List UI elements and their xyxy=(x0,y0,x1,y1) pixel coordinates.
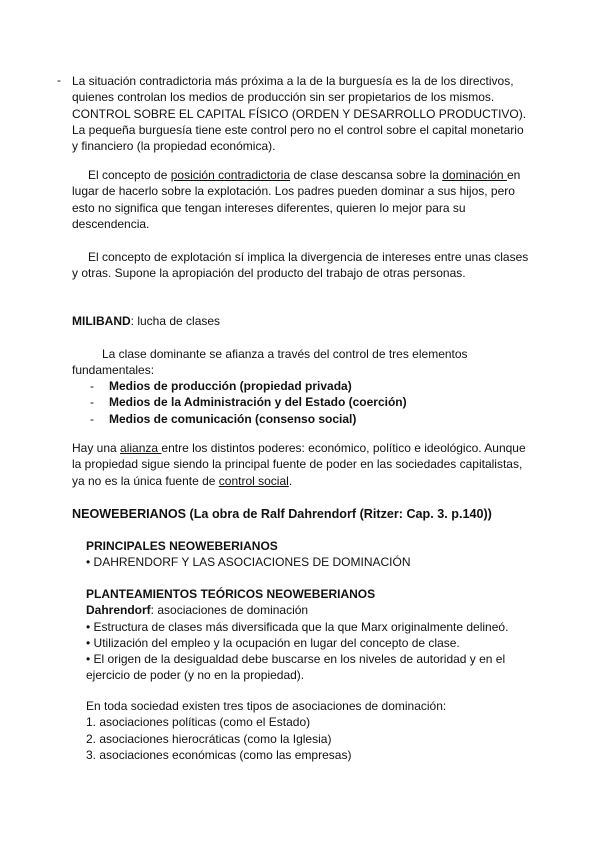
paragraph-posicion-contradictoria xyxy=(72,167,532,232)
tipos-intro: En toda sociedad existen tres tipos de asociaciones de dominación: xyxy=(86,699,447,713)
text-run: El concepto de xyxy=(88,168,171,182)
miliband-line xyxy=(72,313,532,329)
principales-title: PRINCIPALES NEOWEBERIANOS xyxy=(86,539,278,553)
bullet-item: • Utilización del empleo y la ocupación en lugar del concepto de clase. xyxy=(86,635,460,650)
tipos-item: 3. asociaciones económicas (como las empresas) xyxy=(86,747,352,762)
planteamientos-title: PLANTEAMIENTOS TEÓRICOS NEOWEBERIANOS xyxy=(86,587,376,601)
text-run: en lugar de hacerlo sobre la explotación. Los padres pueden dominar a sus hijos, pero esto no significa que tengan intereses diferentes, quieren lo mejor para su descendencia. xyxy=(72,168,521,231)
paragraph-clase-dominante: La clase dominante se afianza a través del control de tres elementos fundamentales: xyxy=(72,347,468,378)
author-name: Dahrendorf xyxy=(86,603,151,618)
list-item: - Medios de comunicación (consenso social) xyxy=(90,411,510,427)
bullet-item: • El origen de la desigualdad debe buscarse en los niveles de autoridad y en el ejercicio de poder (y no en la propiedad). xyxy=(86,652,506,683)
principales-section xyxy=(86,538,526,571)
tipos-item: 2. asociaciones hierocráticas (como la Iglesia) xyxy=(86,731,332,746)
planteamientos-section xyxy=(86,586,526,684)
intro-dash: - xyxy=(57,73,61,87)
list-item: - Medios de producción (propiedad privada) xyxy=(90,378,510,394)
underlined-term: alianza xyxy=(120,441,162,455)
paragraph-explotacion: El concepto de explotación sí implica la divergencia de intereses entre unas clases y otras. Supone la apropiación del producto del trabajo de otras personas. xyxy=(72,250,529,281)
text-run: de clase descansa sobre la xyxy=(290,168,443,182)
text-run: Hay una xyxy=(72,441,121,455)
text-run: entre los distintos poderes: económico, político e ideológico. Aunque la propiedad sigue siendo la principal fuente de poder en las sociedades capitalistas, ya no es la única fuente de xyxy=(72,441,526,488)
bullet-item: • Estructura de clases más diversificada que la que Marx originalmente delineó. xyxy=(86,619,509,634)
principales-item: • DAHRENDORF Y LAS ASOCIACIONES DE DOMINACIÓN xyxy=(86,555,411,570)
paragraph-alianza xyxy=(72,440,532,489)
miliband-rest: : lucha de clases xyxy=(130,314,221,328)
tipos-section xyxy=(86,698,526,763)
section-heading: NEOWEBERIANOS (La obra de Ralf Dahrendorf (Ritzer: Cap. 3. p.140)) xyxy=(72,507,492,521)
intro-paragraph: La situación contradictoria más próxima a la de la burguesía es la de los directivos, quienes controlan los medios de producción sin ser propietarios de los mismos. CONTROL SOBRE EL CAPITAL FÍSICO (ORDEN Y DESARROLLO PRODUCTIVO). La pequeña burguesía tiene este control pero no el control sobre el capital monetario y financiero (la propiedad económica). xyxy=(72,74,527,154)
underlined-term: dominación xyxy=(442,168,507,182)
tipos-item: 1. asociaciones políticas (como el Estado) xyxy=(86,715,311,730)
elements-list xyxy=(90,378,510,427)
underlined-term: control social xyxy=(218,473,289,488)
dahrendorf-line xyxy=(86,602,526,618)
text-run: . xyxy=(288,473,293,488)
miliband-name: MILIBAND xyxy=(72,314,131,328)
underlined-term: posición contradictoria xyxy=(170,168,291,182)
list-item: - Medios de la Administración y del Estado (coerción) xyxy=(90,394,510,410)
author-rest: : asociaciones de dominación xyxy=(150,603,309,618)
